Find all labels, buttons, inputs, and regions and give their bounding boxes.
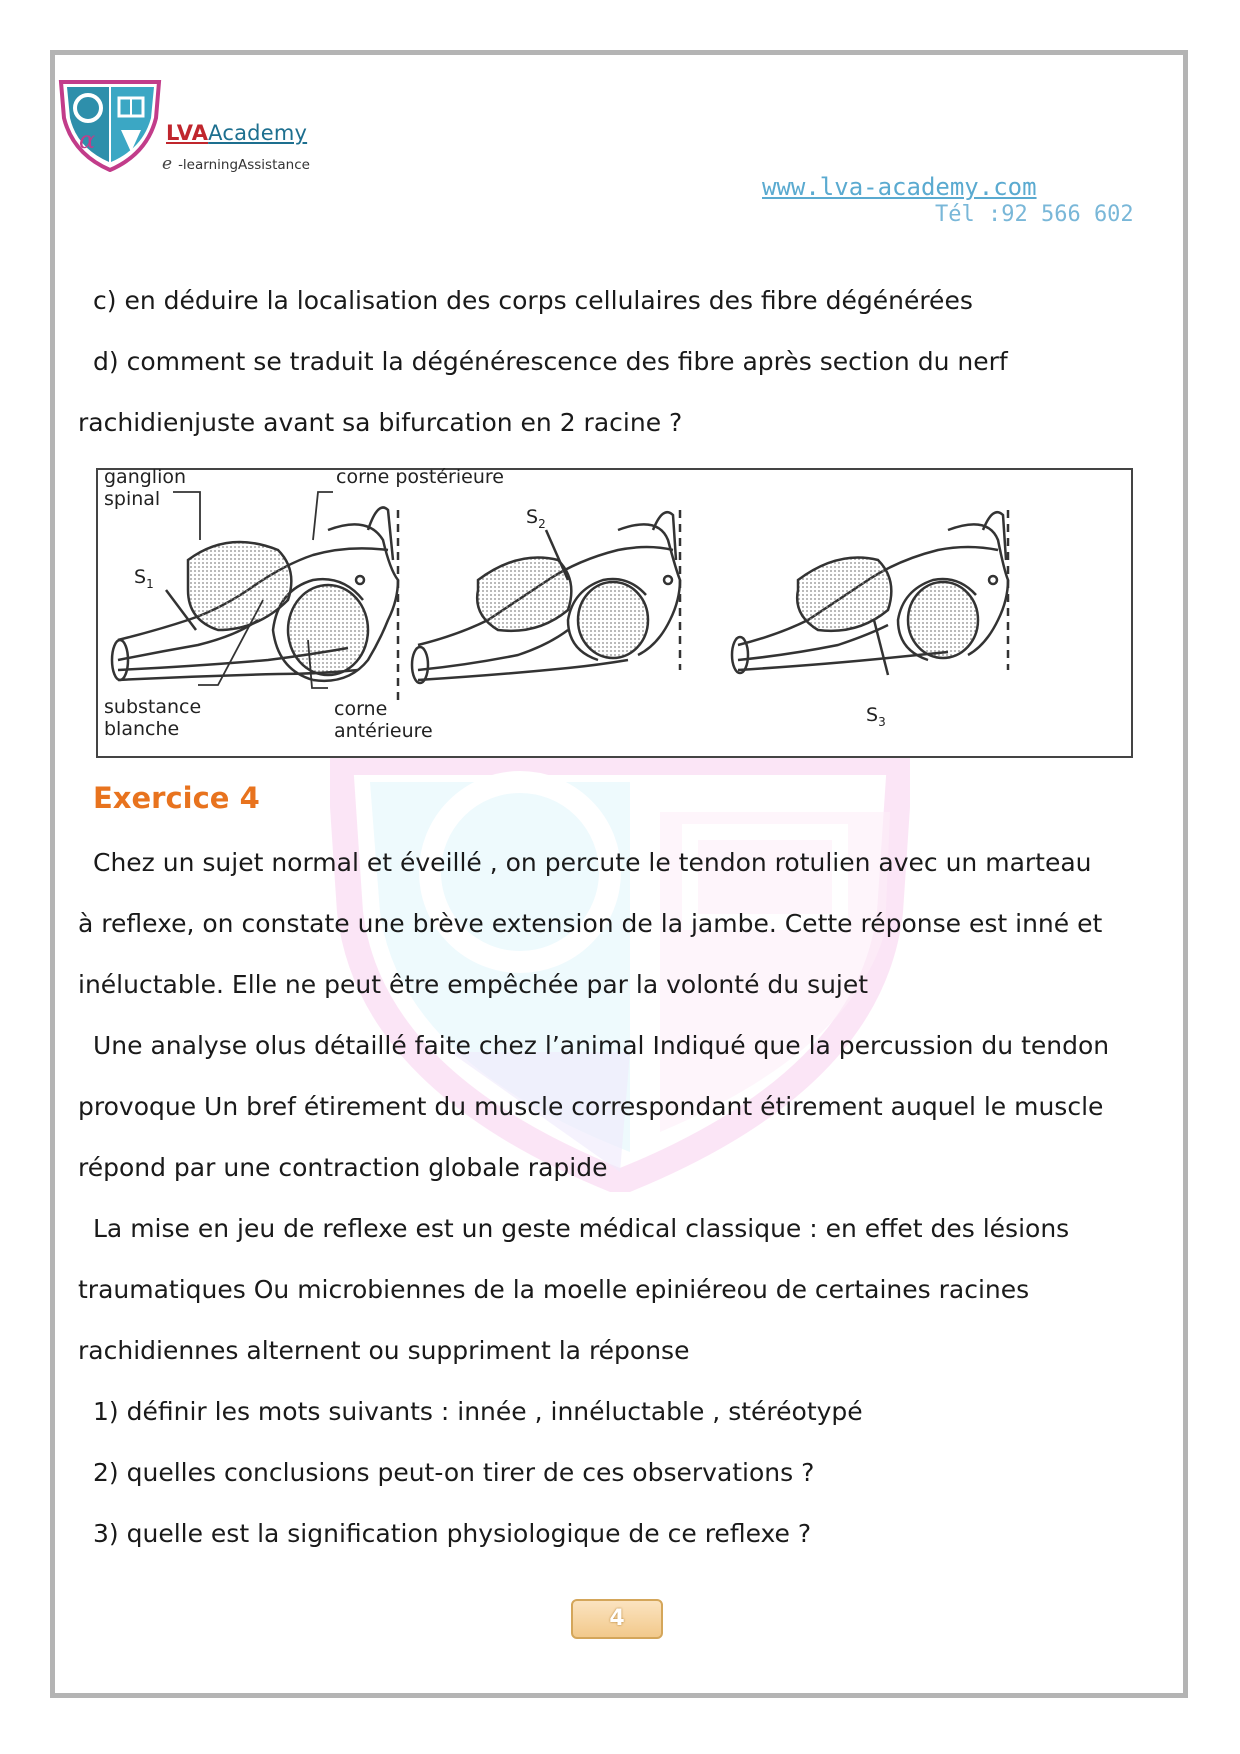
question-3: 3) quelle est la signification physiologique de ce reflexe ? (93, 1519, 812, 1548)
exercise-line-5: provoque Un bref étirement du muscle correspondant étirement auquel le muscle (78, 1092, 1104, 1121)
panel-2 (412, 510, 680, 683)
exercise-line-4: Une analyse olus détaillé faite chez l’animal Indiqué que la percussion du tendon (93, 1031, 1110, 1060)
spinal-cord-diagram (98, 470, 1131, 756)
website-link[interactable]: www.lva-academy.com (762, 173, 1037, 201)
exercise-line-6: répond par une contraction globale rapide (78, 1153, 608, 1182)
exercise-line-9: rachidiennes alternent ou suppriment la réponse (78, 1336, 690, 1365)
question-d: d) comment se traduit la dégénérescence des fibre après section du nerf (93, 347, 1008, 376)
label-ganglion: ganglion (104, 466, 187, 488)
label-substance: substance (104, 696, 202, 718)
label-s2 (526, 506, 546, 535)
lva-logo (57, 78, 163, 172)
page-number: 4 (571, 1599, 663, 1639)
question-1: 1) définir les mots suivants : innée , innéluctable , stéréotypé (93, 1397, 863, 1426)
label-s1 (134, 566, 154, 595)
label-spinal: spinal (104, 488, 161, 510)
label-s3-sub: 3 (878, 714, 886, 729)
label-anterieure: antérieure (334, 720, 433, 742)
exercise-line-2: à reflexe, on constate une brève extension de la jambe. Cette réponse est inné et (78, 909, 1103, 938)
tagline-e: e (162, 154, 173, 174)
panel-3 (732, 510, 1008, 673)
brand-tagline (162, 154, 310, 174)
question-2: 2) quelles conclusions peut-on tirer de ces observations ? (93, 1458, 815, 1487)
exercise-line-8: traumatiques Ou microbiennes de la moelle epiniéreou de certaines racines (78, 1275, 1030, 1304)
label-s2-letter: S (526, 506, 539, 528)
exercise-line-3: inéluctable. Elle ne peut être empêchée par la volonté du sujet (78, 970, 869, 999)
brand-academy: Academy (208, 121, 308, 145)
exercise-line-1: Chez un sujet normal et éveillé , on percute le tendon rotulien avec un marteau (93, 848, 1092, 877)
svg-text:α: α (79, 126, 96, 154)
brand-name (166, 121, 307, 145)
tagline-text: -learningAssistance (178, 157, 310, 173)
label-corne-posterieure: corne postérieure (336, 466, 504, 488)
exercise-title: Exercice 4 (93, 781, 260, 815)
question-d-continued: rachidienjuste avant sa bifurcation en 2 racine ? (78, 408, 683, 437)
panel-1 (112, 508, 398, 701)
label-blanche: blanche (104, 718, 180, 740)
question-c: c) en déduire la localisation des corps cellulaires des fibre dégénérées (93, 286, 973, 315)
spinal-cord-figure (96, 468, 1133, 758)
exercise-line-7: La mise en jeu de reflexe est un geste médical classique : en effet des lésions (93, 1214, 1070, 1243)
label-s3-letter: S (866, 704, 879, 726)
label-s2-sub: 2 (538, 516, 546, 531)
label-s3 (866, 704, 886, 733)
label-s1-sub: 1 (146, 576, 154, 591)
phone-number: Tél :92 566 602 (935, 202, 1134, 227)
brand-lva: LVA (166, 121, 209, 145)
label-corne: corne (334, 698, 388, 720)
label-s1-letter: S (134, 566, 147, 588)
